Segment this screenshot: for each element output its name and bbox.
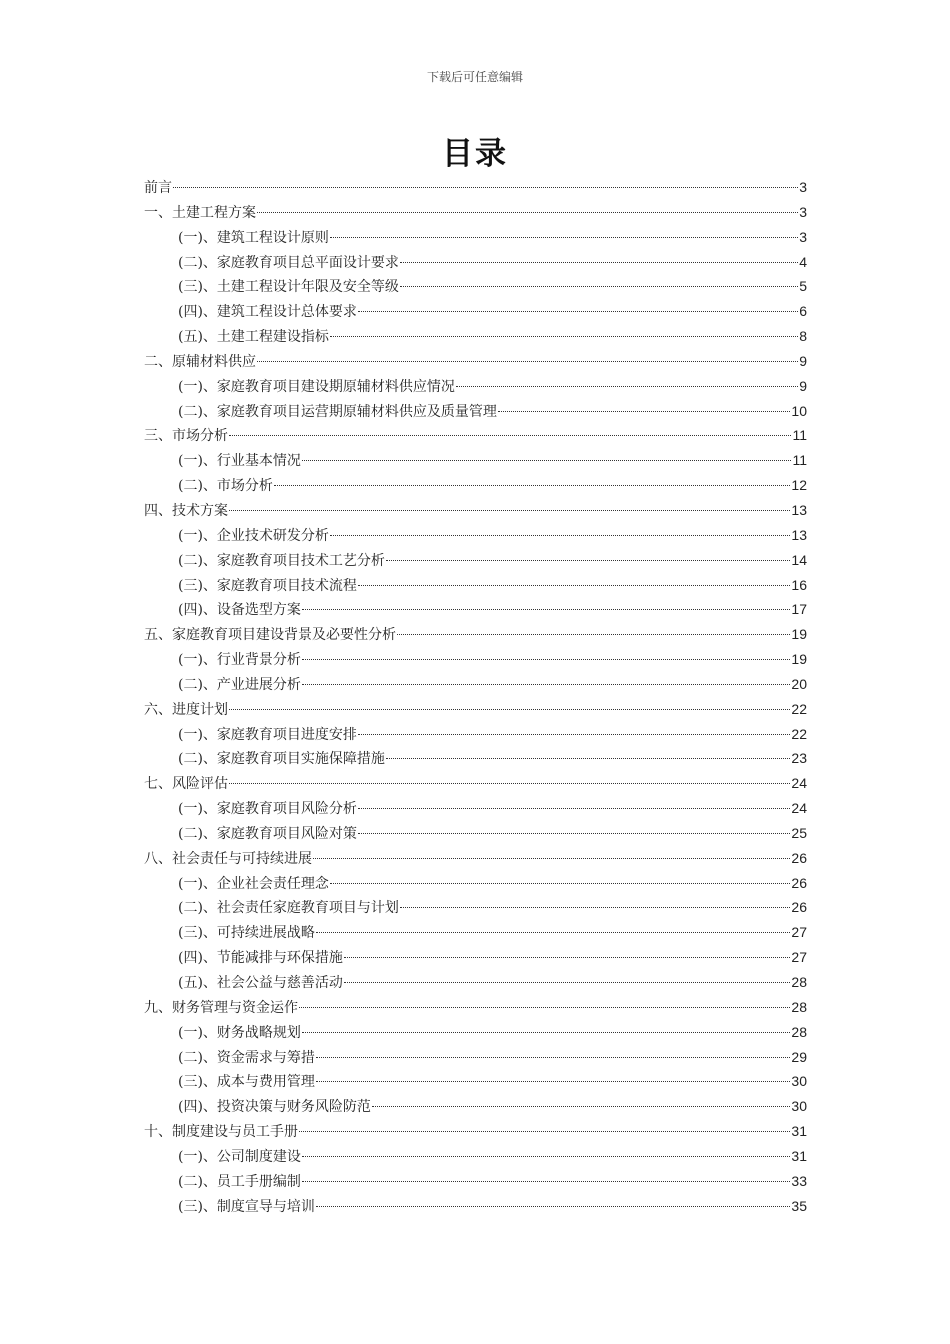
toc-subentry[interactable]	[144, 1045, 807, 1070]
toc-entry[interactable]	[144, 771, 807, 796]
toc-leader-dots	[498, 411, 790, 412]
toc-entry[interactable]	[144, 846, 807, 871]
toc-entry-page-number: 29	[791, 1048, 807, 1065]
toc-subentry[interactable]	[144, 274, 807, 299]
toc-entry-label: (四)、建筑工程设计总体要求	[178, 304, 357, 321]
toc-entry-label: 八、社会责任与可持续进展	[144, 850, 312, 867]
toc-entry-label: 一、土建工程方案	[144, 204, 256, 221]
toc-subentry[interactable]	[144, 324, 807, 349]
toc-leader-dots	[302, 460, 792, 461]
page-title: 目录	[442, 136, 508, 172]
toc-subentry[interactable]	[144, 250, 807, 275]
toc-entry-page-number: 19	[791, 626, 807, 643]
toc-leader-dots	[400, 262, 798, 263]
toc-entry-page-number: 28	[791, 998, 807, 1015]
toc-entry-label: (四)、投资决策与财务风险防范	[178, 1099, 371, 1116]
toc-subentry[interactable]	[144, 1194, 807, 1219]
toc-leader-dots	[229, 435, 791, 436]
toc-leader-dots	[257, 361, 798, 362]
toc-entry[interactable]	[144, 200, 807, 225]
toc-entry-label: (三)、可持续进展战略	[178, 925, 315, 942]
toc-entry-page-number: 27	[791, 949, 807, 966]
toc-entry-label: 三、市场分析	[144, 428, 228, 445]
toc-leader-dots	[299, 1131, 790, 1132]
toc-entry-page-number: 16	[791, 576, 807, 593]
toc-entry-label: (二)、家庭教育项目总平面设计要求	[178, 254, 399, 271]
toc-leader-dots	[302, 1181, 790, 1182]
toc-entry[interactable]	[144, 423, 807, 448]
toc-subentry[interactable]	[144, 1094, 807, 1119]
toc-entry-label: (二)、资金需求与筹措	[178, 1049, 315, 1066]
toc-entry-page-number: 13	[791, 501, 807, 518]
toc-leader-dots	[316, 1081, 790, 1082]
toc-entry-label: (一)、行业背景分析	[178, 652, 301, 669]
toc-entry-label: 前言	[144, 180, 172, 196]
toc-subentry[interactable]	[144, 945, 807, 970]
toc-entry-label: (四)、设备选型方案	[178, 602, 301, 619]
toc-entry[interactable]	[144, 175, 807, 200]
toc-subentry[interactable]	[144, 473, 807, 498]
toc-leader-dots	[358, 833, 790, 834]
toc-entry-label: (五)、土建工程建设指标	[178, 329, 329, 346]
toc-entry-label: (二)、市场分析	[178, 478, 273, 495]
toc-entry[interactable]	[144, 1119, 807, 1144]
toc-entry-label: 九、财务管理与资金运作	[144, 999, 298, 1016]
toc-leader-dots	[397, 634, 790, 635]
toc-entry-label: (二)、员工手册编制	[178, 1173, 301, 1190]
toc-subentry[interactable]	[144, 970, 807, 995]
toc-subentry[interactable]	[144, 573, 807, 598]
toc-subentry[interactable]	[144, 374, 807, 399]
toc-subentry[interactable]	[144, 672, 807, 697]
toc-entry-page-number: 30	[791, 1098, 807, 1115]
toc-entry-page-number: 31	[791, 1123, 807, 1140]
toc-entry-label: (三)、制度宣导与培训	[178, 1198, 315, 1215]
toc-entry-page-number: 35	[791, 1197, 807, 1214]
toc-entry[interactable]	[144, 697, 807, 722]
toc-leader-dots	[358, 311, 798, 312]
toc-entry-label: 六、进度计划	[144, 701, 228, 718]
toc-subentry[interactable]	[144, 796, 807, 821]
toc-subentry[interactable]	[144, 399, 807, 424]
toc-entry-page-number: 9	[799, 352, 807, 369]
toc-entry-label: (一)、企业技术研发分析	[178, 527, 329, 544]
toc-leader-dots	[299, 1007, 790, 1008]
toc-subentry[interactable]	[144, 523, 807, 548]
toc-subentry[interactable]	[144, 1144, 807, 1169]
toc-entry-page-number: 11	[792, 452, 807, 469]
toc-subentry[interactable]	[144, 597, 807, 622]
page-header: 下载后可任意编辑	[426, 70, 523, 84]
toc-leader-dots	[330, 237, 798, 238]
toc-entry[interactable]	[144, 622, 807, 647]
toc-leader-dots	[330, 883, 790, 884]
toc-leader-dots	[229, 709, 790, 710]
toc-leader-dots	[386, 758, 790, 759]
toc-entry-label: (二)、家庭教育项目技术工艺分析	[178, 552, 385, 569]
toc-subentry[interactable]	[144, 225, 807, 250]
toc-entry-label: (二)、家庭教育项目实施保障措施	[178, 751, 385, 768]
toc-entry-page-number: 22	[791, 725, 807, 742]
toc-entry-label: (三)、成本与费用管理	[178, 1074, 315, 1091]
toc-entry-page-number: 22	[791, 700, 807, 717]
toc-leader-dots	[330, 336, 798, 337]
toc-subentry[interactable]	[144, 548, 807, 573]
toc-subentry[interactable]	[144, 920, 807, 945]
toc-entry-page-number: 19	[791, 651, 807, 668]
toc-entry-label: (一)、家庭教育项目风险分析	[178, 801, 357, 818]
toc-leader-dots	[400, 286, 798, 287]
toc-leader-dots	[229, 783, 790, 784]
toc-subentry[interactable]	[144, 895, 807, 920]
toc-entry-label: (二)、产业进展分析	[178, 676, 301, 693]
toc-entry-page-number: 24	[791, 775, 807, 792]
toc-entry[interactable]	[144, 349, 807, 374]
toc-entry-page-number: 31	[791, 1147, 807, 1164]
toc-entry-page-number: 9	[799, 377, 807, 394]
toc-subentry[interactable]	[144, 1069, 807, 1094]
toc-entry-label: (一)、企业社会责任理念	[178, 875, 329, 892]
toc-subentry[interactable]	[144, 647, 807, 672]
toc-leader-dots	[358, 585, 790, 586]
toc-subentry[interactable]	[144, 722, 807, 747]
toc-leader-dots	[316, 1057, 790, 1058]
toc-entry-label: (三)、土建工程设计年限及安全等级	[178, 279, 399, 296]
toc-entry-page-number: 5	[799, 278, 807, 295]
toc-leader-dots	[344, 982, 790, 983]
toc-entry-page-number: 28	[791, 974, 807, 990]
toc-entry-page-number: 27	[791, 924, 807, 941]
toc-entry-page-number: 3	[799, 203, 807, 220]
toc-entry-page-number: 3	[799, 228, 807, 245]
toc-leader-dots	[400, 907, 790, 908]
toc-leader-dots	[316, 1206, 790, 1207]
toc-entry-label: (一)、家庭教育项目建设期原辅材料供应情况	[178, 378, 455, 395]
toc-entry-label: (一)、财务战略规划	[178, 1024, 301, 1041]
toc-entry-page-number: 8	[799, 328, 807, 345]
toc-entry-page-number: 4	[799, 253, 807, 270]
table-of-contents	[144, 175, 807, 1218]
toc-leader-dots	[456, 386, 798, 387]
toc-leader-dots	[257, 212, 798, 213]
toc-entry[interactable]	[144, 995, 807, 1020]
toc-leader-dots	[302, 659, 790, 660]
toc-entry-label: 十、制度建设与员工手册	[144, 1124, 298, 1141]
toc-subentry[interactable]	[144, 1169, 807, 1194]
toc-entry[interactable]	[144, 498, 807, 523]
toc-entry-page-number: 13	[791, 526, 807, 543]
toc-leader-dots	[316, 932, 790, 933]
toc-subentry[interactable]	[144, 746, 807, 771]
toc-leader-dots	[358, 734, 790, 735]
toc-entry-label: (一)、行业基本情况	[178, 453, 301, 470]
toc-subentry[interactable]	[144, 871, 807, 896]
toc-entry-page-number: 12	[791, 477, 807, 494]
toc-entry-page-number: 28	[791, 1023, 807, 1040]
toc-leader-dots	[386, 560, 790, 561]
toc-entry-page-number: 17	[791, 601, 807, 618]
toc-entry-label: (四)、节能减排与环保措施	[178, 950, 343, 967]
toc-leader-dots	[344, 957, 790, 958]
toc-entry-label: 二、原辅材料供应	[144, 353, 256, 370]
toc-leader-dots	[302, 609, 790, 610]
toc-leader-dots	[229, 510, 790, 511]
toc-entry-label: 四、技术方案	[144, 502, 228, 519]
toc-entry-label: (二)、社会责任家庭教育项目与计划	[178, 900, 399, 917]
toc-entry-label: (二)、家庭教育项目运营期原辅材料供应及质量管理	[178, 403, 497, 420]
toc-leader-dots	[313, 858, 790, 859]
toc-entry-page-number: 25	[791, 824, 807, 841]
toc-entry-page-number: 24	[791, 800, 807, 817]
toc-leader-dots	[173, 187, 798, 188]
toc-leader-dots	[302, 684, 790, 685]
toc-leader-dots	[302, 1032, 790, 1033]
toc-entry-page-number: 3	[799, 179, 807, 195]
toc-entry-label: (一)、家庭教育项目进度安排	[178, 726, 357, 743]
toc-entry-label: (一)、公司制度建设	[178, 1148, 301, 1165]
toc-entry-page-number: 26	[791, 874, 807, 891]
toc-entry-page-number: 10	[791, 402, 807, 419]
toc-entry-label: (一)、建筑工程设计原则	[178, 229, 329, 246]
toc-entry-page-number: 23	[791, 750, 807, 767]
toc-leader-dots	[330, 535, 790, 536]
toc-entry-page-number: 26	[791, 899, 807, 916]
toc-subentry[interactable]	[144, 1020, 807, 1045]
toc-entry-label: 五、家庭教育项目建设背景及必要性分析	[144, 627, 396, 644]
toc-subentry[interactable]	[144, 299, 807, 324]
toc-subentry[interactable]	[144, 821, 807, 846]
toc-entry-page-number: 14	[791, 551, 807, 568]
toc-entry-label: (五)、社会公益与慈善活动	[178, 975, 343, 991]
toc-entry-page-number: 33	[791, 1172, 807, 1189]
toc-leader-dots	[372, 1106, 790, 1107]
toc-leader-dots	[358, 808, 790, 809]
toc-leader-dots	[302, 1156, 790, 1157]
toc-entry-label: (三)、家庭教育项目技术流程	[178, 577, 357, 594]
toc-entry-page-number: 30	[791, 1073, 807, 1090]
toc-entry-page-number: 26	[791, 849, 807, 866]
toc-entry-page-number: 11	[792, 427, 807, 444]
toc-entry-label: (二)、家庭教育项目风险对策	[178, 825, 357, 842]
toc-entry-page-number: 6	[799, 303, 807, 320]
toc-leader-dots	[274, 485, 790, 486]
toc-entry-page-number: 20	[791, 675, 807, 692]
toc-subentry[interactable]	[144, 448, 807, 473]
toc-entry-label: 七、风险评估	[144, 776, 228, 793]
